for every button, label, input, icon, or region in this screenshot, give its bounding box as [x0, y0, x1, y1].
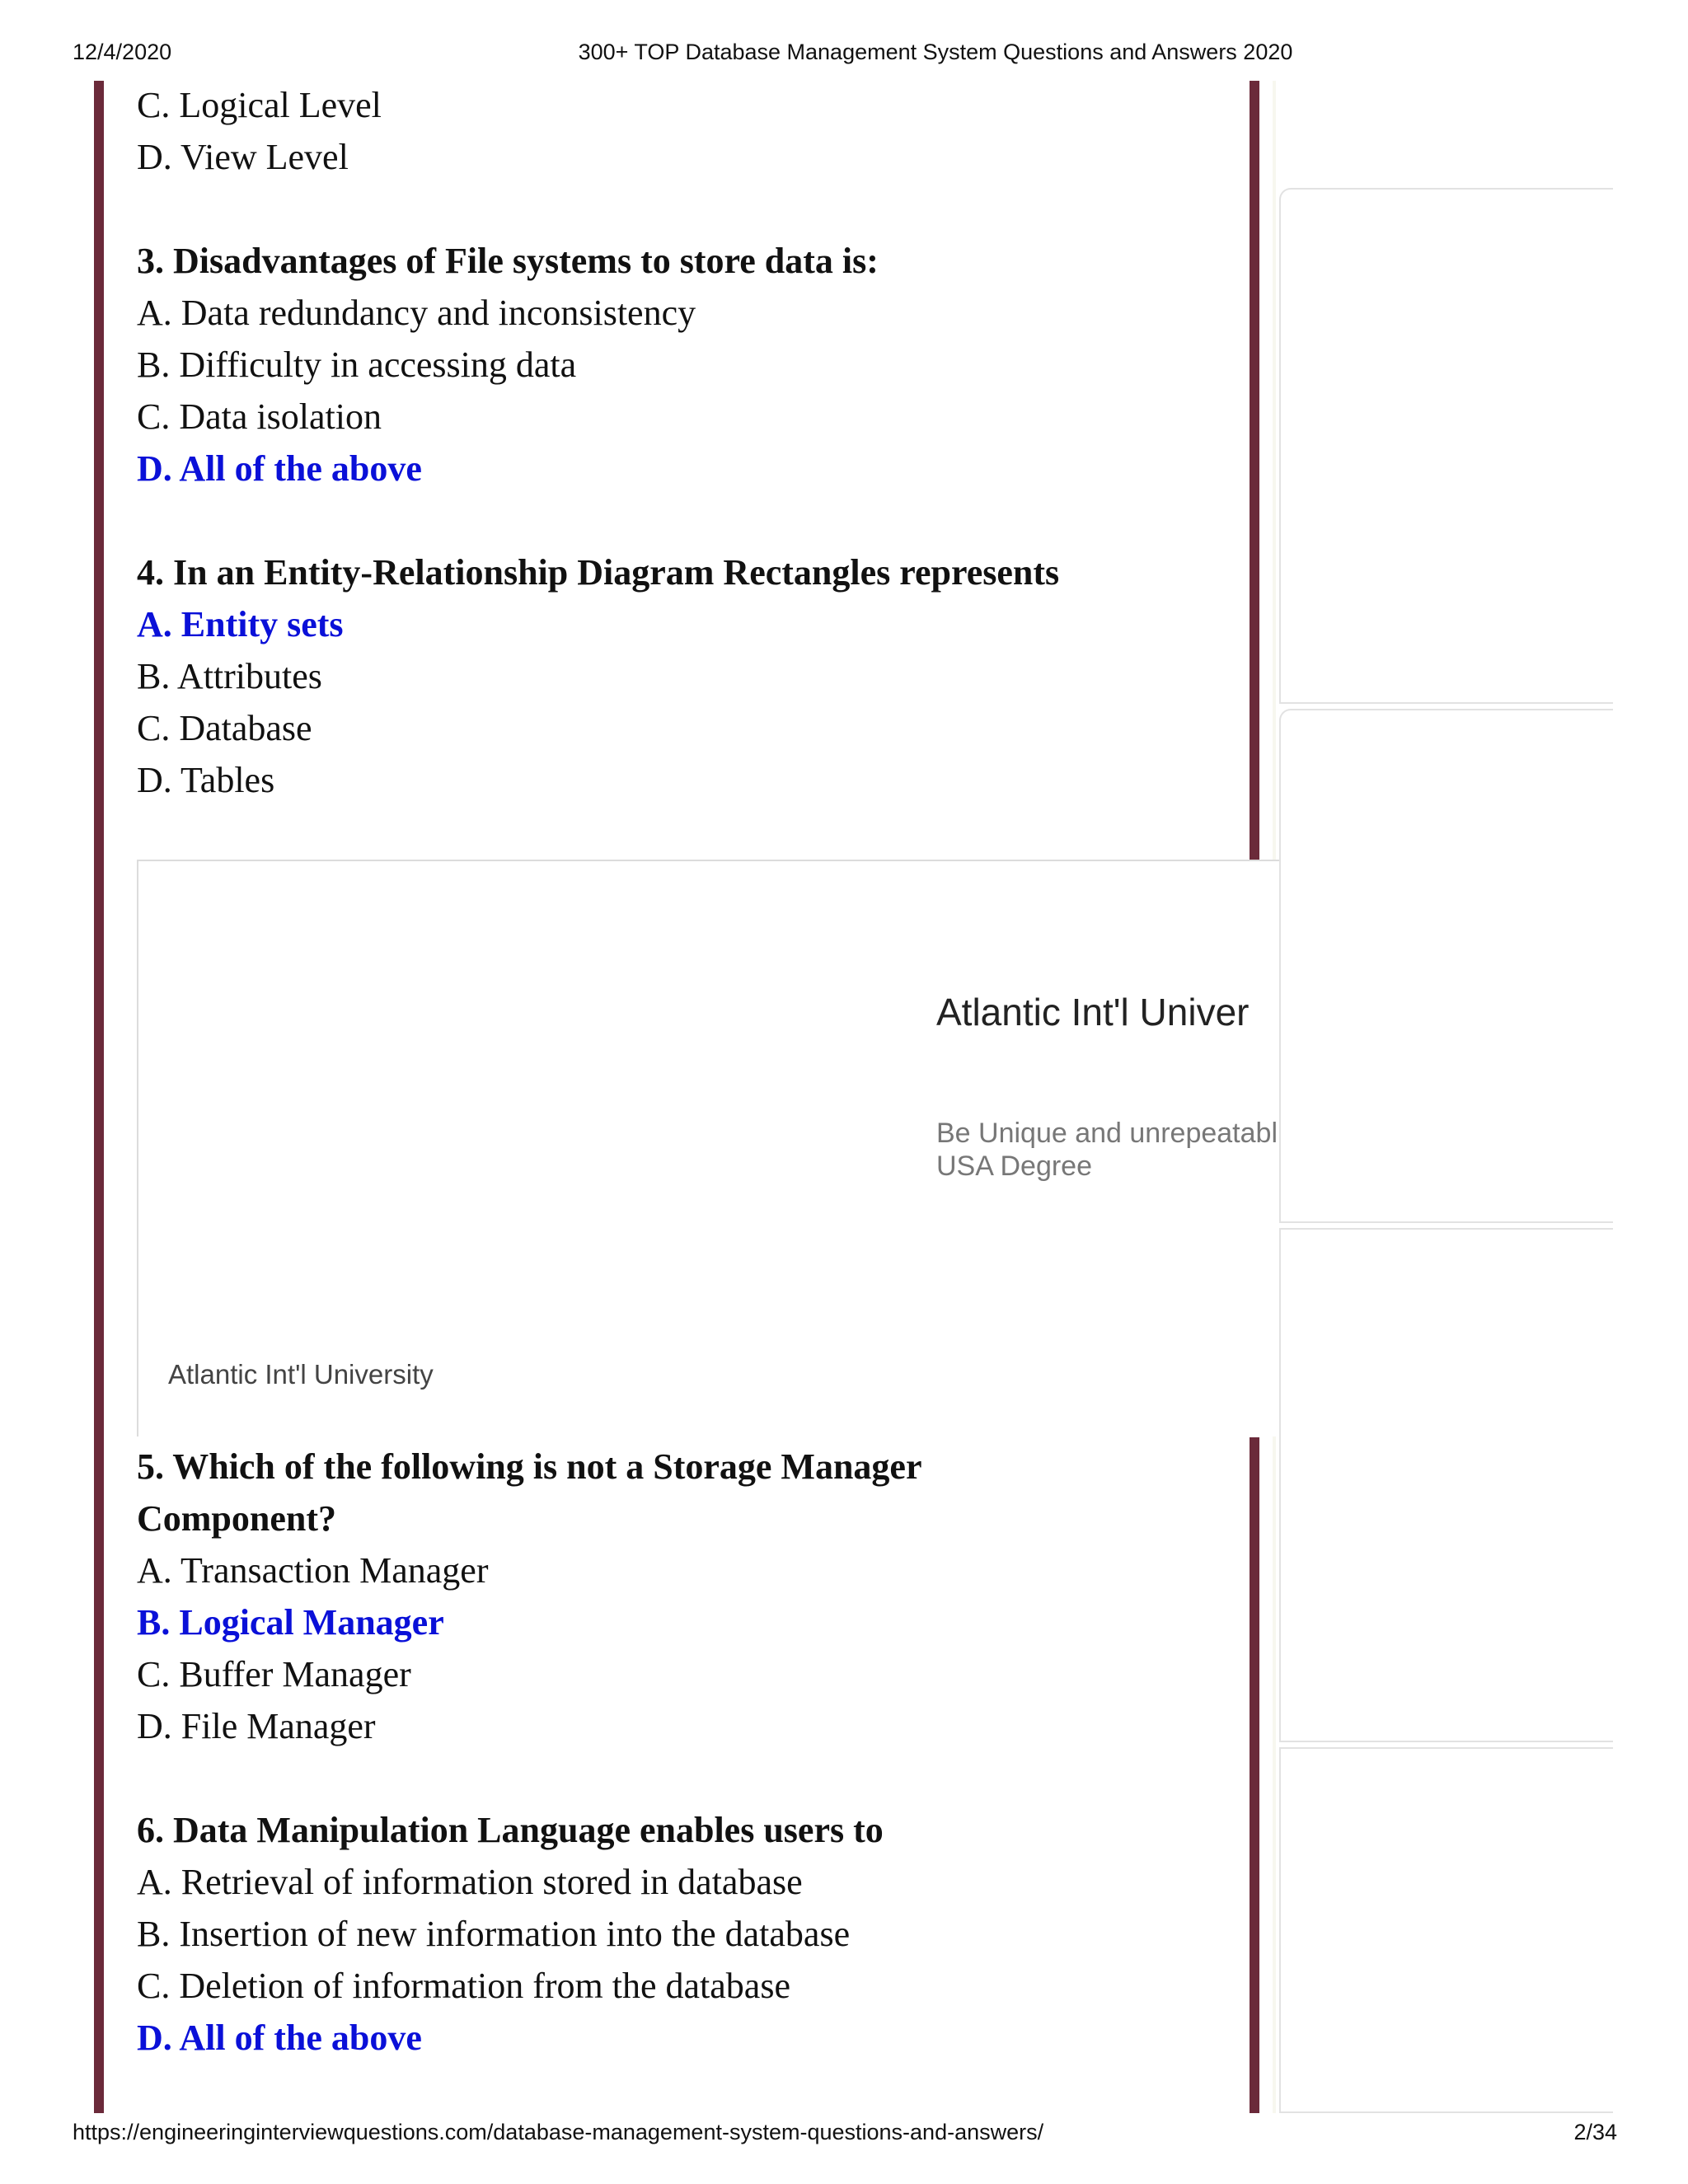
- option-text: C. Buffer Manager: [137, 1654, 411, 1694]
- right-accent-bar-top: [1250, 81, 1259, 860]
- print-date: 12/4/2020: [73, 40, 172, 64]
- option-text: D. File Manager: [137, 1706, 376, 1746]
- correct-answer: A. Entity sets: [137, 604, 344, 644]
- page-url[interactable]: https://engineeringinterviewquestions.com/database-management-system-questions-and-answers/: [73, 2120, 1044, 2144]
- question-heading: 6. Data Manipulation Language enables users to: [137, 1810, 884, 1850]
- sidebar-ad-slot-3[interactable]: [1279, 1228, 1613, 1742]
- print-header: [0, 40, 1688, 68]
- print-footer: [0, 2120, 1688, 2148]
- option-text: D. Tables: [137, 760, 275, 800]
- option-text: A. Data redundancy and inconsistency: [137, 293, 696, 333]
- option-text: D. View Level: [137, 137, 349, 177]
- sidebar-ad-slot-4[interactable]: [1279, 1747, 1613, 2113]
- page-number: 2/34: [1573, 2120, 1617, 2144]
- ad-description-line: USA Degree: [936, 1151, 1092, 1182]
- option-text: C. Logical Level: [137, 85, 382, 125]
- ad-description-line: Be Unique and unrepeatabl: [936, 1118, 1278, 1149]
- question-block-top: [137, 79, 1241, 806]
- option-text: C. Data isolation: [137, 396, 382, 437]
- question-heading-cont: Component?: [137, 1498, 337, 1539]
- question-heading: 3. Disadvantages of File systems to store data is:: [137, 241, 879, 281]
- option-text: C. Database: [137, 708, 312, 748]
- ad-title[interactable]: Atlantic Int'l Univer: [936, 991, 1250, 1033]
- option-text: A. Retrieval of information stored in database: [137, 1862, 803, 1902]
- option-text: B. Attributes: [137, 656, 322, 696]
- left-accent-bar: [94, 81, 104, 2113]
- question-block-bottom: [137, 1441, 1241, 2064]
- right-accent-bar-bottom: [1250, 1437, 1259, 2113]
- correct-answer: D. All of the above: [137, 2018, 422, 2058]
- correct-answer: B. Logical Manager: [137, 1602, 444, 1643]
- correct-answer: D. All of the above: [137, 448, 422, 489]
- ad-card[interactable]: [137, 860, 1279, 1436]
- sidebar-ad-slot-2[interactable]: [1279, 709, 1613, 1223]
- sidebar-ad-slot-1[interactable]: [1279, 188, 1613, 704]
- option-text: B. Insertion of new information into the database: [137, 1914, 851, 1954]
- ad-description: [936, 1117, 1278, 1183]
- ad-sponsor[interactable]: Atlantic Int'l University: [168, 1359, 434, 1390]
- option-text: B. Difficulty in accessing data: [137, 344, 577, 385]
- question-heading: 5. Which of the following is not a Storage Manager: [137, 1446, 922, 1487]
- option-text: C. Deletion of information from the database: [137, 1966, 790, 2006]
- option-text: A. Transaction Manager: [137, 1550, 489, 1591]
- question-heading: 4. In an Entity-Relationship Diagram Rectangles represents: [137, 552, 1060, 593]
- print-title: 300+ TOP Database Management System Questions and Answers 2020: [578, 40, 1293, 64]
